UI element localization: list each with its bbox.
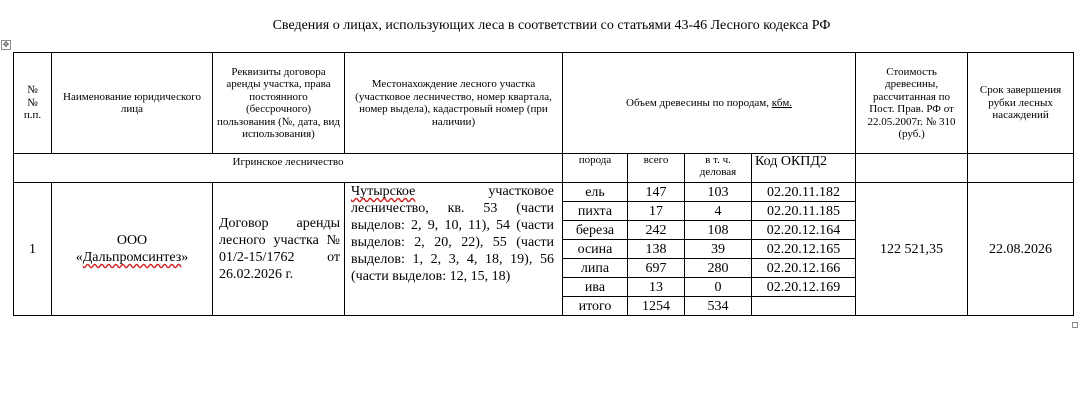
okpd-cell: 02.20.12.169 xyxy=(752,278,856,297)
okpd-cell: 02.20.11.182 xyxy=(752,183,856,202)
total-cell: 138 xyxy=(628,240,685,259)
header-legal-entity: Наименование юридического лица xyxy=(52,53,213,154)
subheader-okpd: Код ОКПД2 xyxy=(752,154,856,183)
business-cell: 0 xyxy=(685,278,752,297)
business-cell: 103 xyxy=(685,183,752,202)
document-title: Сведения о лицах, использующих леса в соответствии со статьями 43-46 Лесного кодекса РФ xyxy=(272,18,831,33)
org-name: Дальпромсинтез xyxy=(82,250,182,265)
header-deadline: Срок завершения рубки лесных насаждений xyxy=(968,53,1074,154)
business-cell: 39 xyxy=(685,240,752,259)
total-cell: 697 xyxy=(628,259,685,278)
record-cost: 122 521,35 xyxy=(856,183,968,316)
species-cell: пихта xyxy=(563,202,628,221)
record-contract: Договор аренды лесного участка № 01/2-15/1762 от 26.02.2026 г. xyxy=(213,183,345,316)
okpd-cell: 02.20.11.185 xyxy=(752,202,856,221)
record-deadline: 22.08.2026 xyxy=(968,183,1074,316)
species-cell: ель xyxy=(563,183,628,202)
forestry-name: Игринское лесничество xyxy=(14,154,563,183)
record-num: 1 xyxy=(14,183,52,316)
okpd-cell: 02.20.12.166 xyxy=(752,259,856,278)
users-of-forests-table xyxy=(13,52,1074,316)
business-cell: 108 xyxy=(685,221,752,240)
okpd-cell: 02.20.12.165 xyxy=(752,240,856,259)
subheader-species: порода xyxy=(563,154,628,183)
header-contract-details: Реквизиты договора аренды участка, права постоянного (бессрочного) пользования (№, дата, вид использования) xyxy=(213,53,345,154)
species-cell: осина xyxy=(563,240,628,259)
species-cell: ива xyxy=(563,278,628,297)
total-cell: 242 xyxy=(628,221,685,240)
totals-label: итого xyxy=(563,297,628,316)
record-location: Чутырское участковое лесничество, кв. 53 (части выделов: 2, 9, 10, 11), 54 (части выделов: 2, 20, 22), 55 (части выделов: 1, 2, 3, 4, 18, 19), 56 (части выделов: 12, 15, 18) xyxy=(345,183,563,316)
subheader-total: всего xyxy=(628,154,685,183)
total-cell: 17 xyxy=(628,202,685,221)
species-cell: липа xyxy=(563,259,628,278)
totals-okpd xyxy=(752,297,856,316)
record-org: ООО «Дальпромсинтез» xyxy=(52,183,213,316)
totals-business: 534 xyxy=(685,297,752,316)
header-num: № № п.п. xyxy=(14,53,52,154)
location-word: Чутырское xyxy=(351,184,416,199)
total-cell: 13 xyxy=(628,278,685,297)
header-volume: Объем древесины по породам, кбм. xyxy=(563,53,856,154)
total-cell: 147 xyxy=(628,183,685,202)
species-cell: береза xyxy=(563,221,628,240)
subheader-cost-empty xyxy=(856,154,968,183)
table-move-handle-icon[interactable]: ✥ xyxy=(2,40,10,49)
totals-total: 1254 xyxy=(628,297,685,316)
header-location: Местонахождение лесного участка (участковое лесничество, номер квартала, номер выдела), кадастровый номер (при наличии) xyxy=(345,53,563,154)
header-volume-unit: кбм. xyxy=(771,96,793,109)
okpd-cell: 02.20.12.164 xyxy=(752,221,856,240)
header-cost: Стоимость древесины, рассчитанная по Пост. Прав. РФ от 22.05.2007г. № 310 (руб.) xyxy=(856,53,968,154)
business-cell: 280 xyxy=(685,259,752,278)
table-resize-handle[interactable] xyxy=(1072,322,1078,328)
business-cell: 4 xyxy=(685,202,752,221)
table-row xyxy=(14,183,1074,202)
subheader-deadline-empty xyxy=(968,154,1074,183)
subheader-business: в т. ч. деловая xyxy=(685,154,752,183)
